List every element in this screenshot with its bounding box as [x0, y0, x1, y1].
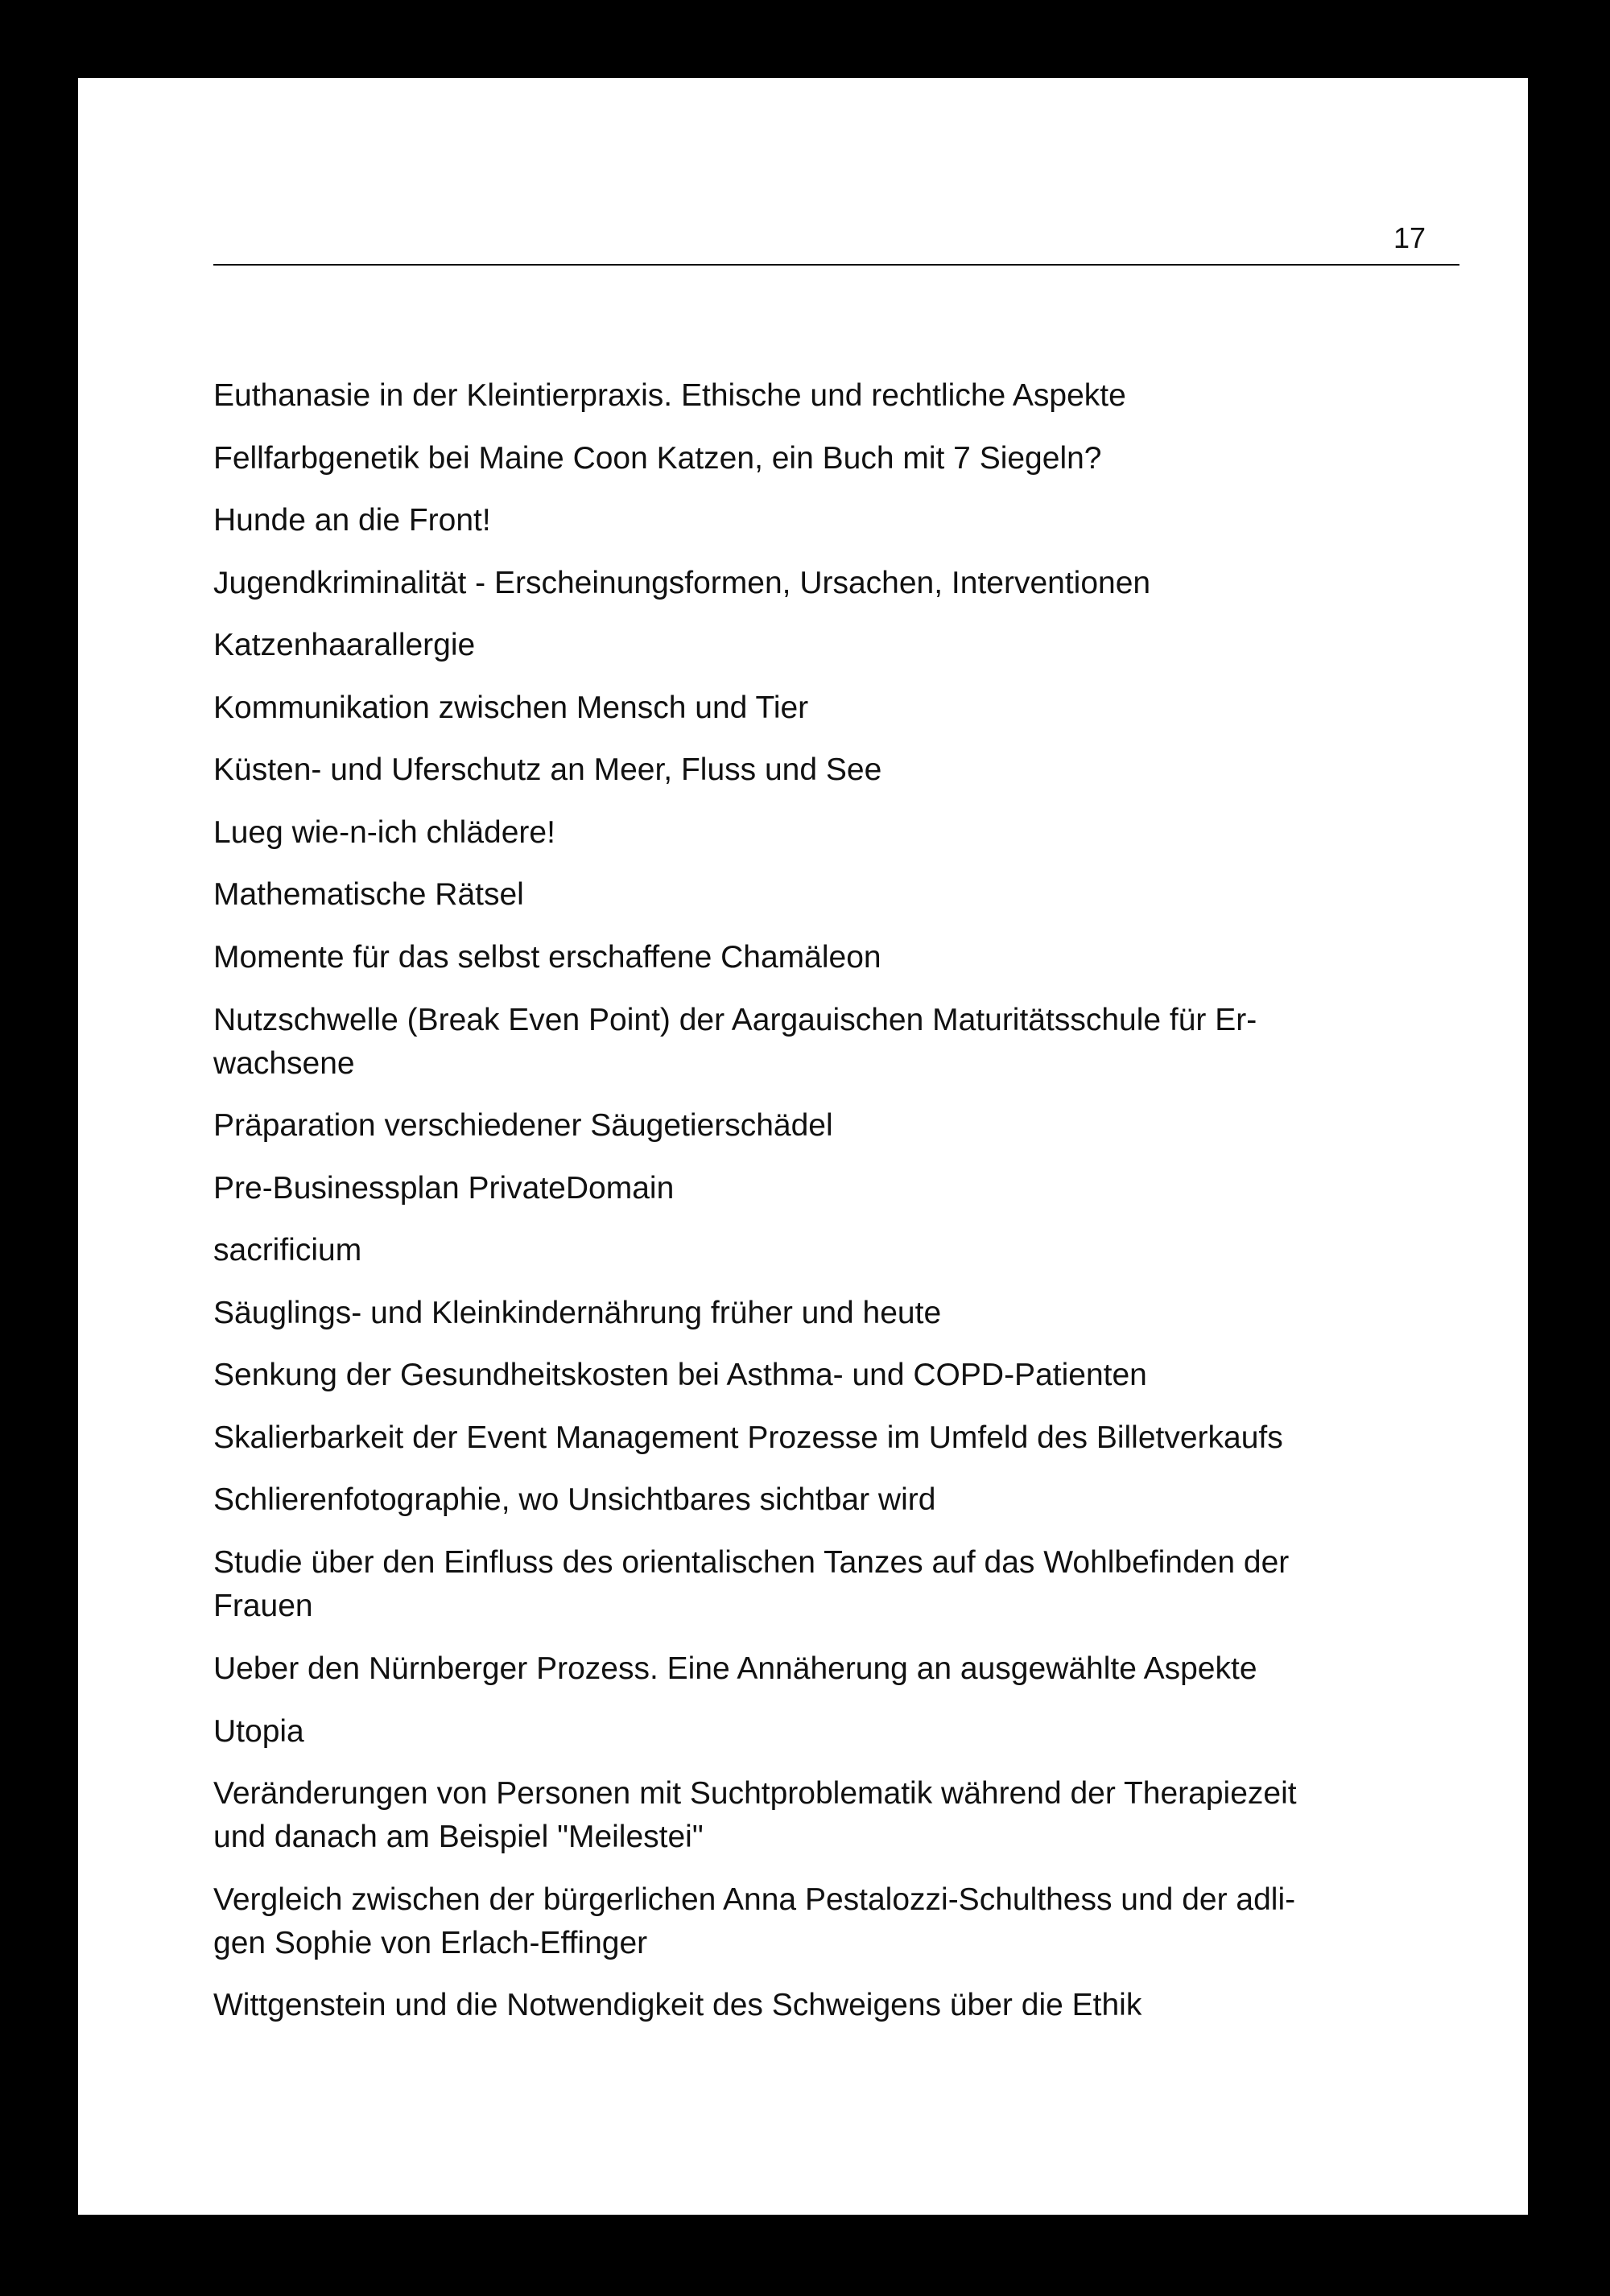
title-item: Küsten- und Uferschutz an Meer, Fluss und See	[213, 752, 882, 787]
title-item: Säuglings- und Kleinkindernährung früher und heute	[213, 1296, 942, 1330]
title-item: Utopia	[213, 1714, 304, 1749]
title-item: Pre-Businessplan PrivateDomain	[213, 1171, 675, 1206]
title-item: Nutzschwelle (Break Even Point) der Aargauischen Maturitätsschule für Er- wachsene	[213, 1003, 1257, 1081]
title-item: Vergleich zwischen der bürgerlichen Anna Pestalozzi-Schulthess und der adli- gen Sophie von Erlach-Effinger	[213, 1882, 1296, 1960]
page-number: 17	[1393, 221, 1426, 254]
title-item: Studie über den Einfluss des orientalischen Tanzes auf das Wohlbefinden der Frauen	[213, 1545, 1290, 1623]
document-page	[78, 78, 1528, 2215]
title-item: Lueg wie-n-ich chlädere!	[213, 815, 555, 850]
title-item: Fellfarbgenetik bei Maine Coon Katzen, ein Buch mit 7 Siegeln?	[213, 441, 1102, 476]
title-item: Schlierenfotographie, wo Unsichtbares sichtbar wird	[213, 1482, 936, 1517]
title-item: Euthanasie in der Kleintierpraxis. Ethische und rechtliche Aspekte	[213, 378, 1126, 413]
title-item: Ueber den Nürnberger Prozess. Eine Annäherung an ausgewählte Aspekte	[213, 1651, 1257, 1686]
header-rule	[213, 264, 1459, 266]
title-item: Skalierbarkeit der Event Management Prozesse im Umfeld des Billetverkaufs	[213, 1420, 1283, 1455]
title-item: Hunde an die Front!	[213, 503, 491, 538]
title-item: Senkung der Gesundheitskosten bei Asthma- und COPD-Patienten	[213, 1358, 1147, 1392]
title-item: Momente für das selbst erschaffene Chamäleon	[213, 940, 881, 975]
title-item: Mathematische Rätsel	[213, 877, 524, 912]
title-item: Wittgenstein und die Notwendigkeit des Schweigens über die Ethik	[213, 1988, 1142, 2022]
title-item: Jugendkriminalität - Erscheinungsformen, Ursachen, Interventionen	[213, 566, 1151, 600]
title-item: Veränderungen von Personen mit Suchtproblematik während der Therapiezeit und danach am Beispiel "Meilestei"	[213, 1776, 1297, 1854]
title-item: Präparation verschiedener Säugetierschädel	[213, 1108, 833, 1143]
title-item: sacrificium	[213, 1233, 362, 1268]
title-item: Kommunikation zwischen Mensch und Tier	[213, 690, 809, 725]
title-item: Katzenhaarallergie	[213, 628, 476, 662]
